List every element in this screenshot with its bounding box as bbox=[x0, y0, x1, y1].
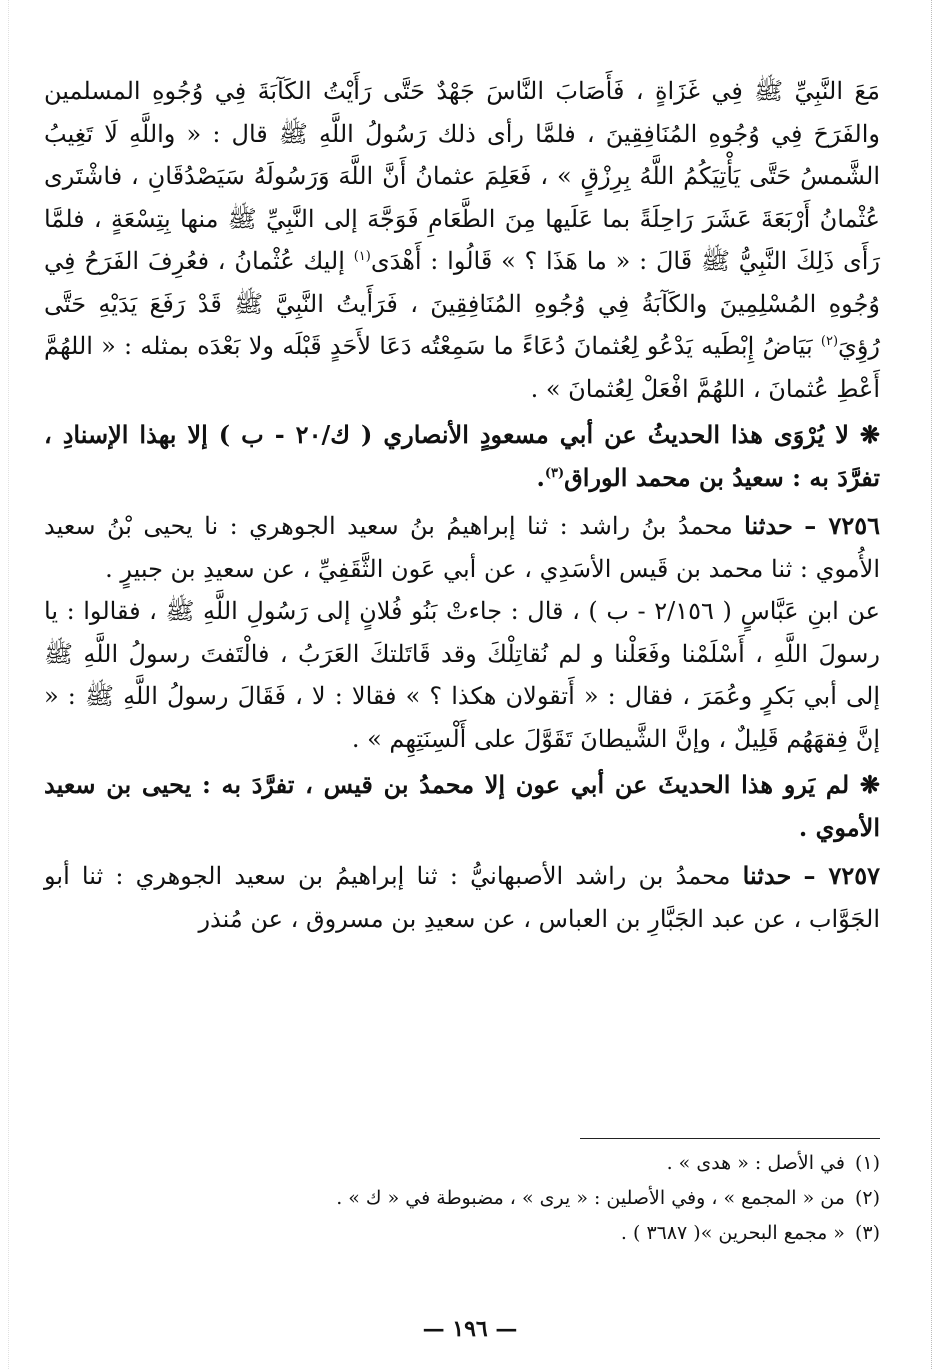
page-body bbox=[44, 70, 880, 940]
page-edge-right bbox=[931, 0, 932, 1369]
footnote-ref-1: (١) bbox=[353, 249, 371, 264]
footnote-1 bbox=[120, 1146, 880, 1181]
editor-note-1-end: . bbox=[536, 462, 545, 492]
hadith-number-7257: ٧٢٥٧ – bbox=[803, 861, 880, 890]
page-edge-left bbox=[8, 0, 9, 1369]
footnote-2 bbox=[120, 1181, 880, 1216]
footnote-3-text: « مجمع البحرين »( ٣٦٨٧ ) . bbox=[620, 1222, 845, 1244]
footnote-ref-3: (٣) bbox=[544, 465, 565, 481]
hadith-text-part-2: إليك عُثْمانُ ، فعُرِفَ الفَرَحُ فِي وُجُوهِ المُسْلِمِينَ والكَآبَةُ فِي وُجُوهِ المُنَافِقِينَ ، فَرَأَيتُ النَّبِيَّ ﷺ قَدْ رَفَعَ يَدَيْهِ حَتَّى رُؤِيَ bbox=[44, 247, 880, 360]
hadith-number-7256: ٧٢٥٦ – bbox=[804, 511, 880, 540]
footnote-separator bbox=[580, 1138, 880, 1139]
editor-note-1 bbox=[44, 414, 880, 499]
footnote-1-text: في الأصل : « هدى » . bbox=[666, 1152, 845, 1174]
hadith-7256-isnad bbox=[44, 505, 880, 590]
hadith-lead-7256: حدثنا bbox=[744, 511, 793, 540]
hadith-7257-isnad-text: محمدُ بن راشد الأصبهانيُّ : ثنا إبراهيمُ بن سعيد الجوهري : ثنا أبو الجَوَّاب ، عن عبد الجَبَّارِ بن العباس ، عن سعيدِ بن مسروق ، عن مُنذر bbox=[44, 862, 880, 933]
footnote-ref-2: (٢) bbox=[820, 334, 839, 349]
footnote-3 bbox=[120, 1216, 880, 1251]
hadith-lead-7257: حدثنا bbox=[742, 861, 792, 890]
hadith-7256-matn: عن ابنِ عَبَّاسٍ ( ٢/١٥٦ - ب ) ، قال : جاءتْ بَنُو فُلانٍ إلى رَسُولِ اللَّهِ ﷺ ، فقالوا : يا رسولَ اللَّهِ ، أَسْلَمْنا وفَعَلْنا و لم نُقاتِلْكَ وقد قَاتَلتكَ العَرَبُ ، فالْتَفتَ رسولُ اللَّهِ ﷺ إلى أبي بَكرٍ وعُمَرَ ، فقال : « أَتقولان هكذا ؟ » فقالا : لا ، فَقَالَ رسولُ اللَّهِ ﷺ : « إنَّ فِقهَهُم قَلِيلٌ ، وإنَّ الشَّيطانَ تَقَوَّلَ على أَلْسِنَتِهِم » . bbox=[44, 597, 881, 753]
page-number: — ١٩٦ — bbox=[422, 1316, 518, 1342]
footnote-1-number: (١) bbox=[854, 1152, 880, 1174]
footnote-2-text: من « المجمع » ، وفي الأصلين : « يرى » ، مضبوطة في « ك » . bbox=[336, 1187, 845, 1209]
hadith-7257-isnad bbox=[44, 855, 880, 940]
editor-note-2: ❋ لم يَرو هذا الحديثَ عن أبي عون إلا محمدُ بن قيس ، تفرَّدَ به : يحيى بن سعيد الأموي . bbox=[44, 770, 880, 842]
hadith-text-part-3: بَيَاضُ إِبْطَيه يَدْعُو لِعُثمانَ دُعَاءً ما سَمِعْتُه دَعَا لأَحَدٍ قَبْلَه ولا بَعْدَه بمثله : « اللهُمَّ أَعْطِ عُثمانَ ، اللهُمَّ افْعَلْ لِعُثمانَ » . bbox=[44, 332, 880, 403]
hadith-7256-isnad-text: محمدُ بنُ راشد : ثنا إبراهيمُ بنُ سعيد الجوهري : نا يحيى بْنُ سعيد الأُموي : ثنا محمد بن قَيس الأسَدِي ، عن أبي عَون الثَّقَفِيِّ ، عن سعيدِ بن جبيرٍ . bbox=[44, 512, 880, 583]
hadith-text-continued bbox=[44, 70, 880, 410]
hadith-text-part-1: مَعَ النَّبِيِّ ﷺ فِي غَزَاةٍ ، فَأَصَابَ النَّاسَ جَهْدٌ حَتَّى رَأَيْتُ الكَآبَةَ فِي وُجُوهِ المسلمين والفَرَحَ فِي وُجُوهِ المُنَافِقِينَ ، فلمَّا رأى ذلك رَسُولُ اللَّهِ ﷺ قال : « واللَّهِ لَا تَغِيبُ الشَّمسُ حَتَّى يَأْتِيَكُمُ اللَّهُ بِرِزْقٍ » ، فَعَلِمَ عثمانُ أَنَّ اللَّهَ وَرَسُولَهُ سَيَصْدُقَانِ ، فاشْتَرى عُثْمانُ أَرْبَعَةَ عَشَرَ رَاحِلَةً بما عَلَيها مِنَ الطَّعَامِ فَوَجَّهَ إلى النَّبِيِّ ﷺ منها بِتِسْعَةٍ ، فلمَّا رَأَى ذَلِكَ النَّبِيُّ ﷺ قَالَ : « ما هَذَا ؟ » قَالُوا : أَهْدَى bbox=[44, 77, 881, 275]
footnotes bbox=[120, 1146, 880, 1251]
footnote-2-number: (٢) bbox=[854, 1187, 880, 1209]
editor-note-1-text: ❋ لا يُرْوَى هذا الحديثُ عن أبي مسعودٍ الأنصاري ( ك/٢٠ - ب ) إلا بهذا الإسنادِ ، تفرَّدَ به : سعيدُ بن محمد الوراق bbox=[44, 420, 880, 492]
footnote-3-number: (٣) bbox=[854, 1222, 880, 1244]
